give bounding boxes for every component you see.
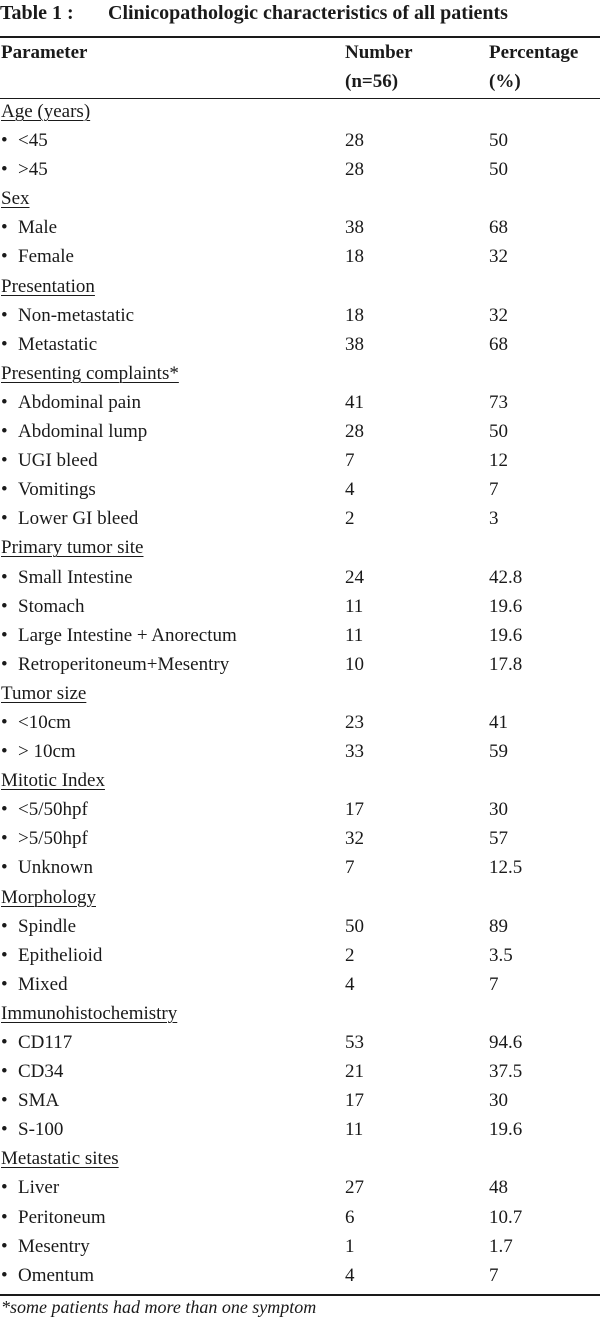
number-cell: 28 — [345, 159, 364, 181]
parameter-label: S-100 — [18, 1119, 64, 1141]
parameter-label: Metastatic — [18, 333, 98, 355]
percentage-cell: 30 — [489, 1090, 508, 1112]
bullet-icon: • — [1, 1264, 8, 1286]
parameter-label: Liver — [18, 1177, 60, 1199]
parameter-cell — [1, 970, 68, 999]
parameter-cell — [1, 853, 93, 882]
number-cell: 38 — [345, 217, 364, 239]
section-row — [0, 1144, 600, 1173]
number-cell: 11 — [345, 624, 364, 646]
table-row — [0, 912, 600, 941]
section-heading: Mitotic Index — [1, 770, 105, 792]
bullet-icon: • — [1, 1177, 8, 1199]
table-row — [0, 126, 600, 155]
percentage-cell: 94.6 — [489, 1032, 523, 1053]
table-title — [0, 0, 508, 26]
parameter-cell — [1, 1173, 59, 1202]
percentage-cell: 68 — [489, 217, 508, 239]
number-cell: 11 — [345, 595, 364, 617]
parameter-label: Female — [18, 246, 74, 268]
number-cell: 7 — [345, 450, 355, 472]
parameter-cell — [1, 213, 57, 242]
header-parameter: Parameter — [1, 42, 88, 63]
parameter-cell — [1, 795, 88, 824]
percentage-cell: 42.8 — [489, 566, 523, 588]
parameter-cell — [1, 737, 76, 766]
parameter-label: Mixed — [18, 973, 68, 995]
section-heading: Tumor size — [1, 682, 87, 704]
bullet-icon: • — [1, 1119, 8, 1141]
parameter-cell — [1, 330, 97, 359]
parameter-label: Unknown — [18, 857, 93, 879]
parameter-label: <10cm — [18, 711, 71, 733]
number-cell: 33 — [345, 741, 364, 763]
number-cell: 17 — [345, 1090, 364, 1112]
bullet-icon: • — [1, 159, 8, 181]
parameter-cell — [1, 1232, 90, 1261]
section-heading: Immunohistochemistry — [1, 1002, 178, 1024]
number-cell: 23 — [345, 711, 364, 733]
section-heading: Metastatic sites — [1, 1148, 119, 1170]
section-heading: Morphology — [1, 886, 96, 908]
parameter-cell — [1, 301, 134, 330]
parameter-label: Mesentry — [18, 1235, 90, 1257]
number-cell: 4 — [345, 479, 355, 501]
number-cell: 24 — [345, 566, 364, 588]
table-row — [0, 941, 600, 970]
parameter-label: Large Intestine + Anorectum — [18, 624, 237, 646]
table-row — [0, 708, 600, 737]
parameter-cell — [1, 126, 48, 155]
number-cell: 53 — [345, 1032, 364, 1053]
bullet-icon: • — [1, 304, 8, 326]
percentage-cell: 19.6 — [489, 1119, 523, 1141]
parameter-cell — [1, 504, 138, 533]
table-row — [0, 737, 600, 766]
bullet-icon: • — [1, 217, 8, 239]
percentage-cell: 50 — [489, 159, 508, 181]
percentage-cell: 7 — [489, 479, 499, 501]
percentage-cell: 41 — [489, 711, 508, 733]
parameter-cell — [1, 242, 74, 271]
percentage-cell: 48 — [489, 1177, 508, 1199]
parameter-label: Abdominal lump — [18, 421, 148, 443]
bullet-icon: • — [1, 915, 8, 937]
parameter-cell — [1, 824, 88, 853]
parameter-cell — [1, 941, 102, 970]
table-row — [0, 1232, 600, 1261]
section-heading: Primary tumor site — [1, 537, 144, 559]
parameter-cell — [1, 1261, 94, 1290]
section-row — [0, 272, 600, 301]
percentage-cell: 32 — [489, 246, 508, 268]
header-percentage-line1: Percentage — [489, 42, 579, 63]
parameter-label: <5/50hpf — [18, 799, 88, 821]
section-row — [0, 359, 600, 388]
parameter-label: Small Intestine — [18, 566, 133, 588]
percentage-cell: 17.8 — [489, 653, 523, 675]
section-heading: Age (years) — [1, 101, 91, 122]
table-row — [0, 1203, 600, 1232]
number-cell: 18 — [345, 246, 364, 268]
parameter-label: CD34 — [18, 1061, 64, 1083]
percentage-cell: 12 — [489, 450, 508, 472]
bullet-icon: • — [1, 1090, 8, 1112]
section-row — [0, 97, 600, 126]
table-row — [0, 795, 600, 824]
table-title-text: Clinicopathologic characteristics of all patients — [108, 2, 508, 24]
percentage-cell: 50 — [489, 421, 508, 443]
number-cell: 1 — [345, 1235, 355, 1257]
number-cell: 4 — [345, 1264, 355, 1286]
table-body — [0, 97, 600, 1290]
percentage-cell: 3 — [489, 508, 499, 530]
percentage-cell: 19.6 — [489, 595, 523, 617]
bullet-icon: • — [1, 333, 8, 355]
parameter-label: UGI bleed — [18, 450, 98, 472]
table-row — [0, 242, 600, 271]
bullet-icon: • — [1, 857, 8, 879]
table-row — [0, 1057, 600, 1086]
table-row — [0, 853, 600, 882]
percentage-cell: 12.5 — [489, 857, 523, 879]
percentage-cell: 19.6 — [489, 624, 523, 646]
bullet-icon: • — [1, 973, 8, 995]
section-row — [0, 533, 600, 562]
header-number-line2: (n=56) — [345, 71, 399, 92]
parameter-label: Vomitings — [18, 479, 96, 501]
bullet-icon: • — [1, 450, 8, 472]
table-row — [0, 1261, 600, 1290]
parameter-label: Lower GI bleed — [18, 508, 139, 530]
parameter-cell — [1, 650, 229, 679]
percentage-cell: 3.5 — [489, 944, 513, 966]
bullet-icon: • — [1, 566, 8, 588]
bullet-icon: • — [1, 741, 8, 763]
bullet-icon: • — [1, 479, 8, 501]
bullet-icon: • — [1, 1235, 8, 1257]
number-cell: 7 — [345, 857, 355, 879]
number-cell: 41 — [345, 391, 364, 413]
percentage-cell: 68 — [489, 333, 508, 355]
number-cell: 50 — [345, 915, 364, 937]
bullet-icon: • — [1, 711, 8, 733]
bullet-icon: • — [1, 130, 8, 152]
table-row — [0, 621, 600, 650]
number-cell: 28 — [345, 421, 364, 443]
bullet-icon: • — [1, 595, 8, 617]
percentage-cell: 89 — [489, 915, 508, 937]
bullet-icon: • — [1, 1032, 8, 1053]
table-row — [0, 1173, 600, 1202]
bullet-icon: • — [1, 391, 8, 413]
section-row — [0, 679, 600, 708]
table-row — [0, 417, 600, 446]
bullet-icon: • — [1, 1061, 8, 1083]
table-row — [0, 1115, 600, 1144]
parameter-cell — [1, 592, 85, 621]
table-row — [0, 446, 600, 475]
bullet-icon: • — [1, 508, 8, 530]
section-row — [0, 999, 600, 1028]
header-number — [345, 38, 413, 96]
percentage-cell: 50 — [489, 130, 508, 152]
parameter-cell — [1, 446, 98, 475]
table-row — [0, 824, 600, 853]
section-heading: Sex — [1, 188, 30, 210]
parameter-cell — [1, 1057, 63, 1086]
bullet-icon: • — [1, 828, 8, 850]
number-cell: 4 — [345, 973, 355, 995]
table-row — [0, 301, 600, 330]
bullet-icon: • — [1, 799, 8, 821]
table-label: Table 1 : — [0, 2, 74, 24]
number-cell: 28 — [345, 130, 364, 152]
number-cell: 18 — [345, 304, 364, 326]
parameter-cell — [1, 1203, 106, 1232]
parameter-label: >45 — [18, 159, 48, 181]
parameter-label: > 10cm — [18, 741, 76, 763]
number-cell: 17 — [345, 799, 364, 821]
parameter-label: Spindle — [18, 915, 77, 937]
number-cell: 11 — [345, 1119, 364, 1141]
parameter-label: Male — [18, 217, 58, 239]
table-row — [0, 388, 600, 417]
percentage-cell: 73 — [489, 391, 508, 413]
parameter-cell — [1, 388, 141, 417]
table-row — [0, 330, 600, 359]
percentage-cell: 57 — [489, 828, 508, 850]
header-percentage — [489, 38, 578, 96]
parameter-label: Peritoneum — [18, 1206, 106, 1228]
number-cell: 21 — [345, 1061, 364, 1083]
table-row — [0, 1028, 600, 1057]
bullet-icon: • — [1, 421, 8, 443]
parameter-label: SMA — [18, 1090, 60, 1112]
section-row — [0, 766, 600, 795]
bullet-icon: • — [1, 246, 8, 268]
percentage-cell: 37.5 — [489, 1061, 523, 1083]
percentage-cell: 59 — [489, 741, 508, 763]
number-cell: 32 — [345, 828, 364, 850]
parameter-label: >5/50hpf — [18, 828, 88, 850]
parameter-cell — [1, 1086, 59, 1115]
parameter-label: CD117 — [18, 1032, 73, 1053]
table-row — [0, 592, 600, 621]
parameter-cell — [1, 1028, 72, 1057]
parameter-label: Omentum — [18, 1264, 94, 1286]
table-row — [0, 475, 600, 504]
table-row — [0, 213, 600, 242]
parameter-cell — [1, 708, 71, 737]
bullet-icon: • — [1, 944, 8, 966]
parameter-cell — [1, 563, 133, 592]
parameter-cell — [1, 912, 76, 941]
header-percentage-line2: (%) — [489, 71, 521, 92]
parameter-label: <45 — [18, 130, 48, 152]
parameter-cell — [1, 155, 48, 184]
parameter-label: Non-metastatic — [18, 304, 135, 326]
parameter-label: Retroperitoneum+Mesentry — [18, 653, 230, 675]
bullet-icon: • — [1, 653, 8, 675]
parameter-label: Abdominal pain — [18, 391, 141, 413]
percentage-cell: 7 — [489, 973, 499, 995]
table-footnote: *some patients had more than one symptom — [1, 1297, 317, 1317]
header-number-line1: Number — [345, 42, 413, 63]
section-heading: Presenting complaints* — [1, 362, 179, 384]
table-row — [0, 563, 600, 592]
parameter-cell — [1, 417, 147, 446]
parameter-label: Epithelioid — [18, 944, 103, 966]
percentage-cell: 10.7 — [489, 1206, 523, 1228]
percentage-cell: 1.7 — [489, 1235, 513, 1257]
table-row — [0, 504, 600, 533]
table-row — [0, 970, 600, 999]
parameter-cell — [1, 1115, 63, 1144]
section-heading: Presentation — [1, 275, 95, 297]
percentage-cell: 32 — [489, 304, 508, 326]
percentage-cell: 7 — [489, 1264, 499, 1286]
percentage-cell: 30 — [489, 799, 508, 821]
number-cell: 10 — [345, 653, 364, 675]
parameter-cell — [1, 475, 96, 504]
bullet-icon: • — [1, 624, 8, 646]
table-row — [0, 155, 600, 184]
number-cell: 38 — [345, 333, 364, 355]
number-cell: 2 — [345, 944, 355, 966]
bullet-icon: • — [1, 1206, 8, 1228]
number-cell: 27 — [345, 1177, 364, 1199]
section-row — [0, 184, 600, 213]
parameter-label: Stomach — [18, 595, 85, 617]
number-cell: 6 — [345, 1206, 355, 1228]
number-cell: 2 — [345, 508, 355, 530]
table-row — [0, 650, 600, 679]
section-row — [0, 883, 600, 912]
parameter-cell — [1, 621, 237, 650]
table-row — [0, 1086, 600, 1115]
